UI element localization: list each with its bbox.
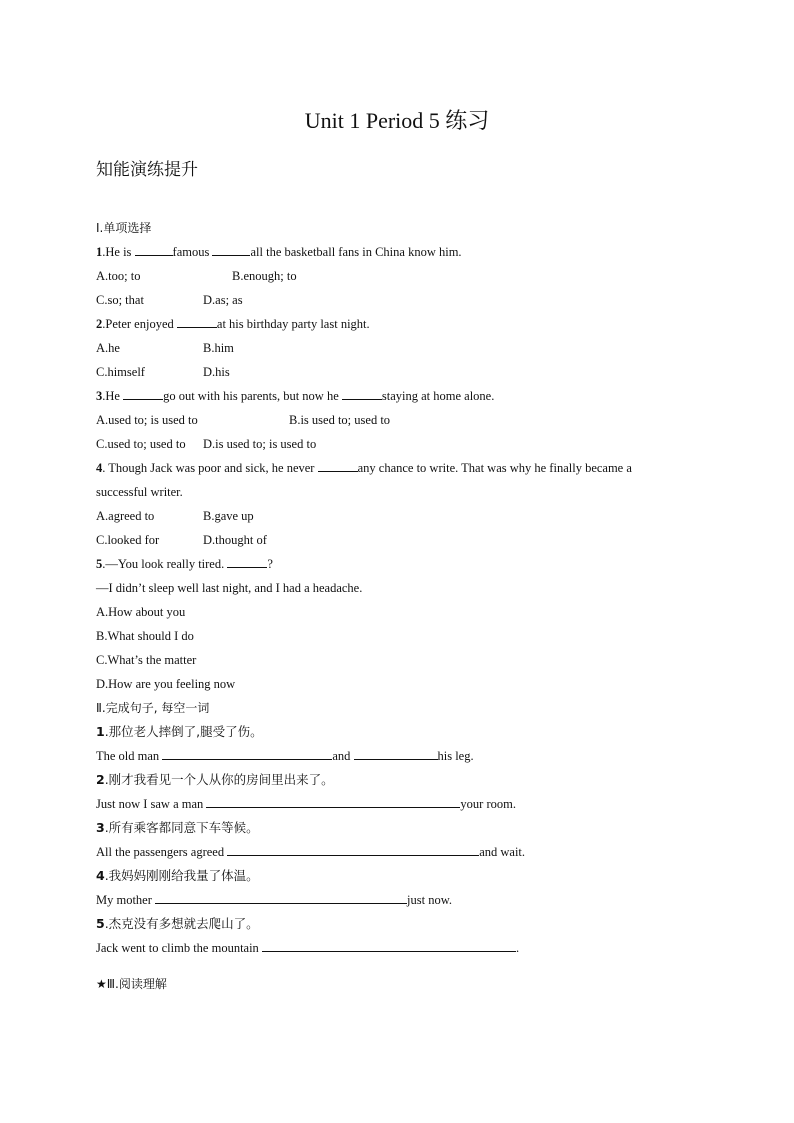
question-3-text-b: go out with his parents, but now he [163,389,342,403]
question-3-text-c: staying at home alone. [381,389,495,403]
sentence-3-blank-1[interactable] [227,841,479,856]
question-4-text-b: any chance to write. That was why he finally became a [357,461,632,475]
section-3-heading: ★Ⅲ.阅读理解 [96,977,167,991]
sentence-3-text-a: All the passengers agreed [96,845,228,859]
page-subtitle: 知能演练提升 [96,160,198,180]
sentence-2-blank-1[interactable] [206,793,460,808]
question-5-blank-1[interactable] [227,553,267,568]
question-3-option-c[interactable]: C.used to; used to [96,437,186,451]
sentence-4-text-b: just now. [407,893,453,907]
question-1-options-cd [96,288,706,312]
question-4-option-a[interactable]: A.agreed to [96,509,155,523]
question-4-number: 4 [96,461,103,475]
question-5-option-c[interactable]: C.What’s the matter [96,653,197,667]
sentence-3-english [96,840,706,864]
worksheet-content [96,216,706,996]
question-3-blank-2[interactable] [342,385,382,400]
sentence-2-text-a: Just now I saw a man [96,797,207,811]
question-5 [96,552,706,576]
sentence-1-number: 1 [96,724,105,739]
sentence-2-number: 2 [96,772,105,787]
question-3-number: 3 [96,389,103,403]
sentence-5-chinese [96,912,706,936]
sentence-1-text-b: and [332,749,354,763]
question-2-number: 2 [96,317,103,331]
question-3-option-d[interactable]: D.is used to; is used to [203,437,317,451]
sentence-4-prompt: .我妈妈刚刚给我量了体温。 [104,868,259,883]
sentence-1-prompt: .那位老人摔倒了,腿受了伤。 [104,724,263,739]
question-2-options-cd [96,360,706,384]
sentence-1-text-c: his leg. [437,749,474,763]
question-2-text-a: Peter enjoyed [105,317,177,331]
sentence-3-number: 3 [96,820,105,835]
sentence-2-prompt: .刚才我看见一个人从你的房间里出来了。 [104,772,334,787]
question-1-blank-2[interactable] [212,241,250,256]
question-5-option-a[interactable]: A.How about you [96,605,186,619]
question-1-text-a: He is [105,245,135,259]
page-title: Unit 1 Period 5 练习 [304,108,490,133]
question-5-option-b[interactable]: B.What should I do [96,629,194,643]
question-4-option-c[interactable]: C.looked for [96,533,160,547]
question-5-end: ? [267,557,273,571]
question-1-option-a[interactable]: A.too; to [96,269,141,283]
sentence-1-blank-2[interactable] [354,745,438,760]
sentence-5-blank-1[interactable] [262,937,516,952]
question-4-text-a: . Though Jack was poor and sick, he never [102,461,318,475]
question-1: 1.He is famous all the basketball fans in China know him. [96,240,706,264]
question-3-blank-1[interactable] [123,385,163,400]
question-1-option-b[interactable]: B.enough; to [232,269,297,283]
question-4 [96,456,706,480]
question-2-option-a[interactable]: A.he [96,341,120,355]
sentence-3-text-b: and wait. [479,845,526,859]
sentence-2-text-b: your room. [460,797,516,811]
question-2: 2.Peter enjoyed at his birthday party last night. [96,312,706,336]
question-5-number: 5 [96,557,103,571]
sentence-5-number: 5 [96,916,105,931]
question-5-reply: —I didn’t sleep well last night, and I had a headache. [96,581,363,595]
question-4-option-d[interactable]: D.thought of [203,533,267,547]
question-3-options-ab [96,408,706,432]
question-2-option-b[interactable]: B.him [203,341,234,355]
question-1-number: 1 [96,245,103,259]
question-3: 3.He go out with his parents, but now he staying at home alone. [96,384,706,408]
sentence-4-chinese [96,864,706,888]
section-spacer [96,960,706,972]
question-5-text: .—You look really tired. [102,557,228,571]
question-2-option-c[interactable]: C.himself [96,365,145,379]
sentence-1-chinese [96,720,706,744]
question-2-option-d[interactable]: D.his [203,365,230,379]
question-1-option-c[interactable]: C.so; that [96,293,144,307]
sentence-1-english [96,744,706,768]
sentence-5-english [96,936,706,960]
sentence-3-prompt: .所有乘客都同意下车等候。 [104,820,259,835]
question-1-blank-1[interactable] [135,241,173,256]
question-1-text-b: famous [172,245,213,259]
section-2-heading: Ⅱ.完成句子, 每空一词 [96,701,210,715]
question-4-options-ab [96,504,706,528]
sentence-3-chinese [96,816,706,840]
question-4-options-cd [96,528,706,552]
question-4-continued: successful writer. [96,485,183,499]
sentence-2-english [96,792,706,816]
question-5-option-d[interactable]: D.How are you feeling now [96,677,236,691]
sentence-1-blank-1[interactable] [162,745,332,760]
sentence-5-prompt: .杰克没有多想就去爬山了。 [104,916,259,931]
sentence-5-text-b: . [515,941,520,955]
sentence-4-number: 4 [96,868,105,883]
question-2-text-b: at his birthday party last night. [216,317,370,331]
question-3-options-cd [96,432,706,456]
question-2-options-ab [96,336,706,360]
question-2-blank-1[interactable] [177,313,217,328]
sentence-4-blank-1[interactable] [155,889,407,904]
question-4-blank-1[interactable] [318,457,358,472]
question-3-option-b[interactable]: B.is used to; used to [289,413,391,427]
sentence-5-text-a: Jack went to climb the mountain [96,941,262,955]
sentence-2-chinese [96,768,706,792]
question-4-option-b[interactable]: B.gave up [203,509,254,523]
sentence-4-english [96,888,706,912]
section-1-heading: Ⅰ.单项选择 [96,221,152,235]
question-1-options-ab [96,264,706,288]
question-3-option-a[interactable]: A.used to; is used to [96,413,198,427]
question-1-text-c: all the basketball fans in China know him. [250,245,462,259]
question-3-text-a: He [105,389,124,403]
question-1-option-d[interactable]: D.as; as [203,293,243,307]
sentence-4-text-a: My mother [96,893,156,907]
sentence-1-text-a: The old man [96,749,163,763]
